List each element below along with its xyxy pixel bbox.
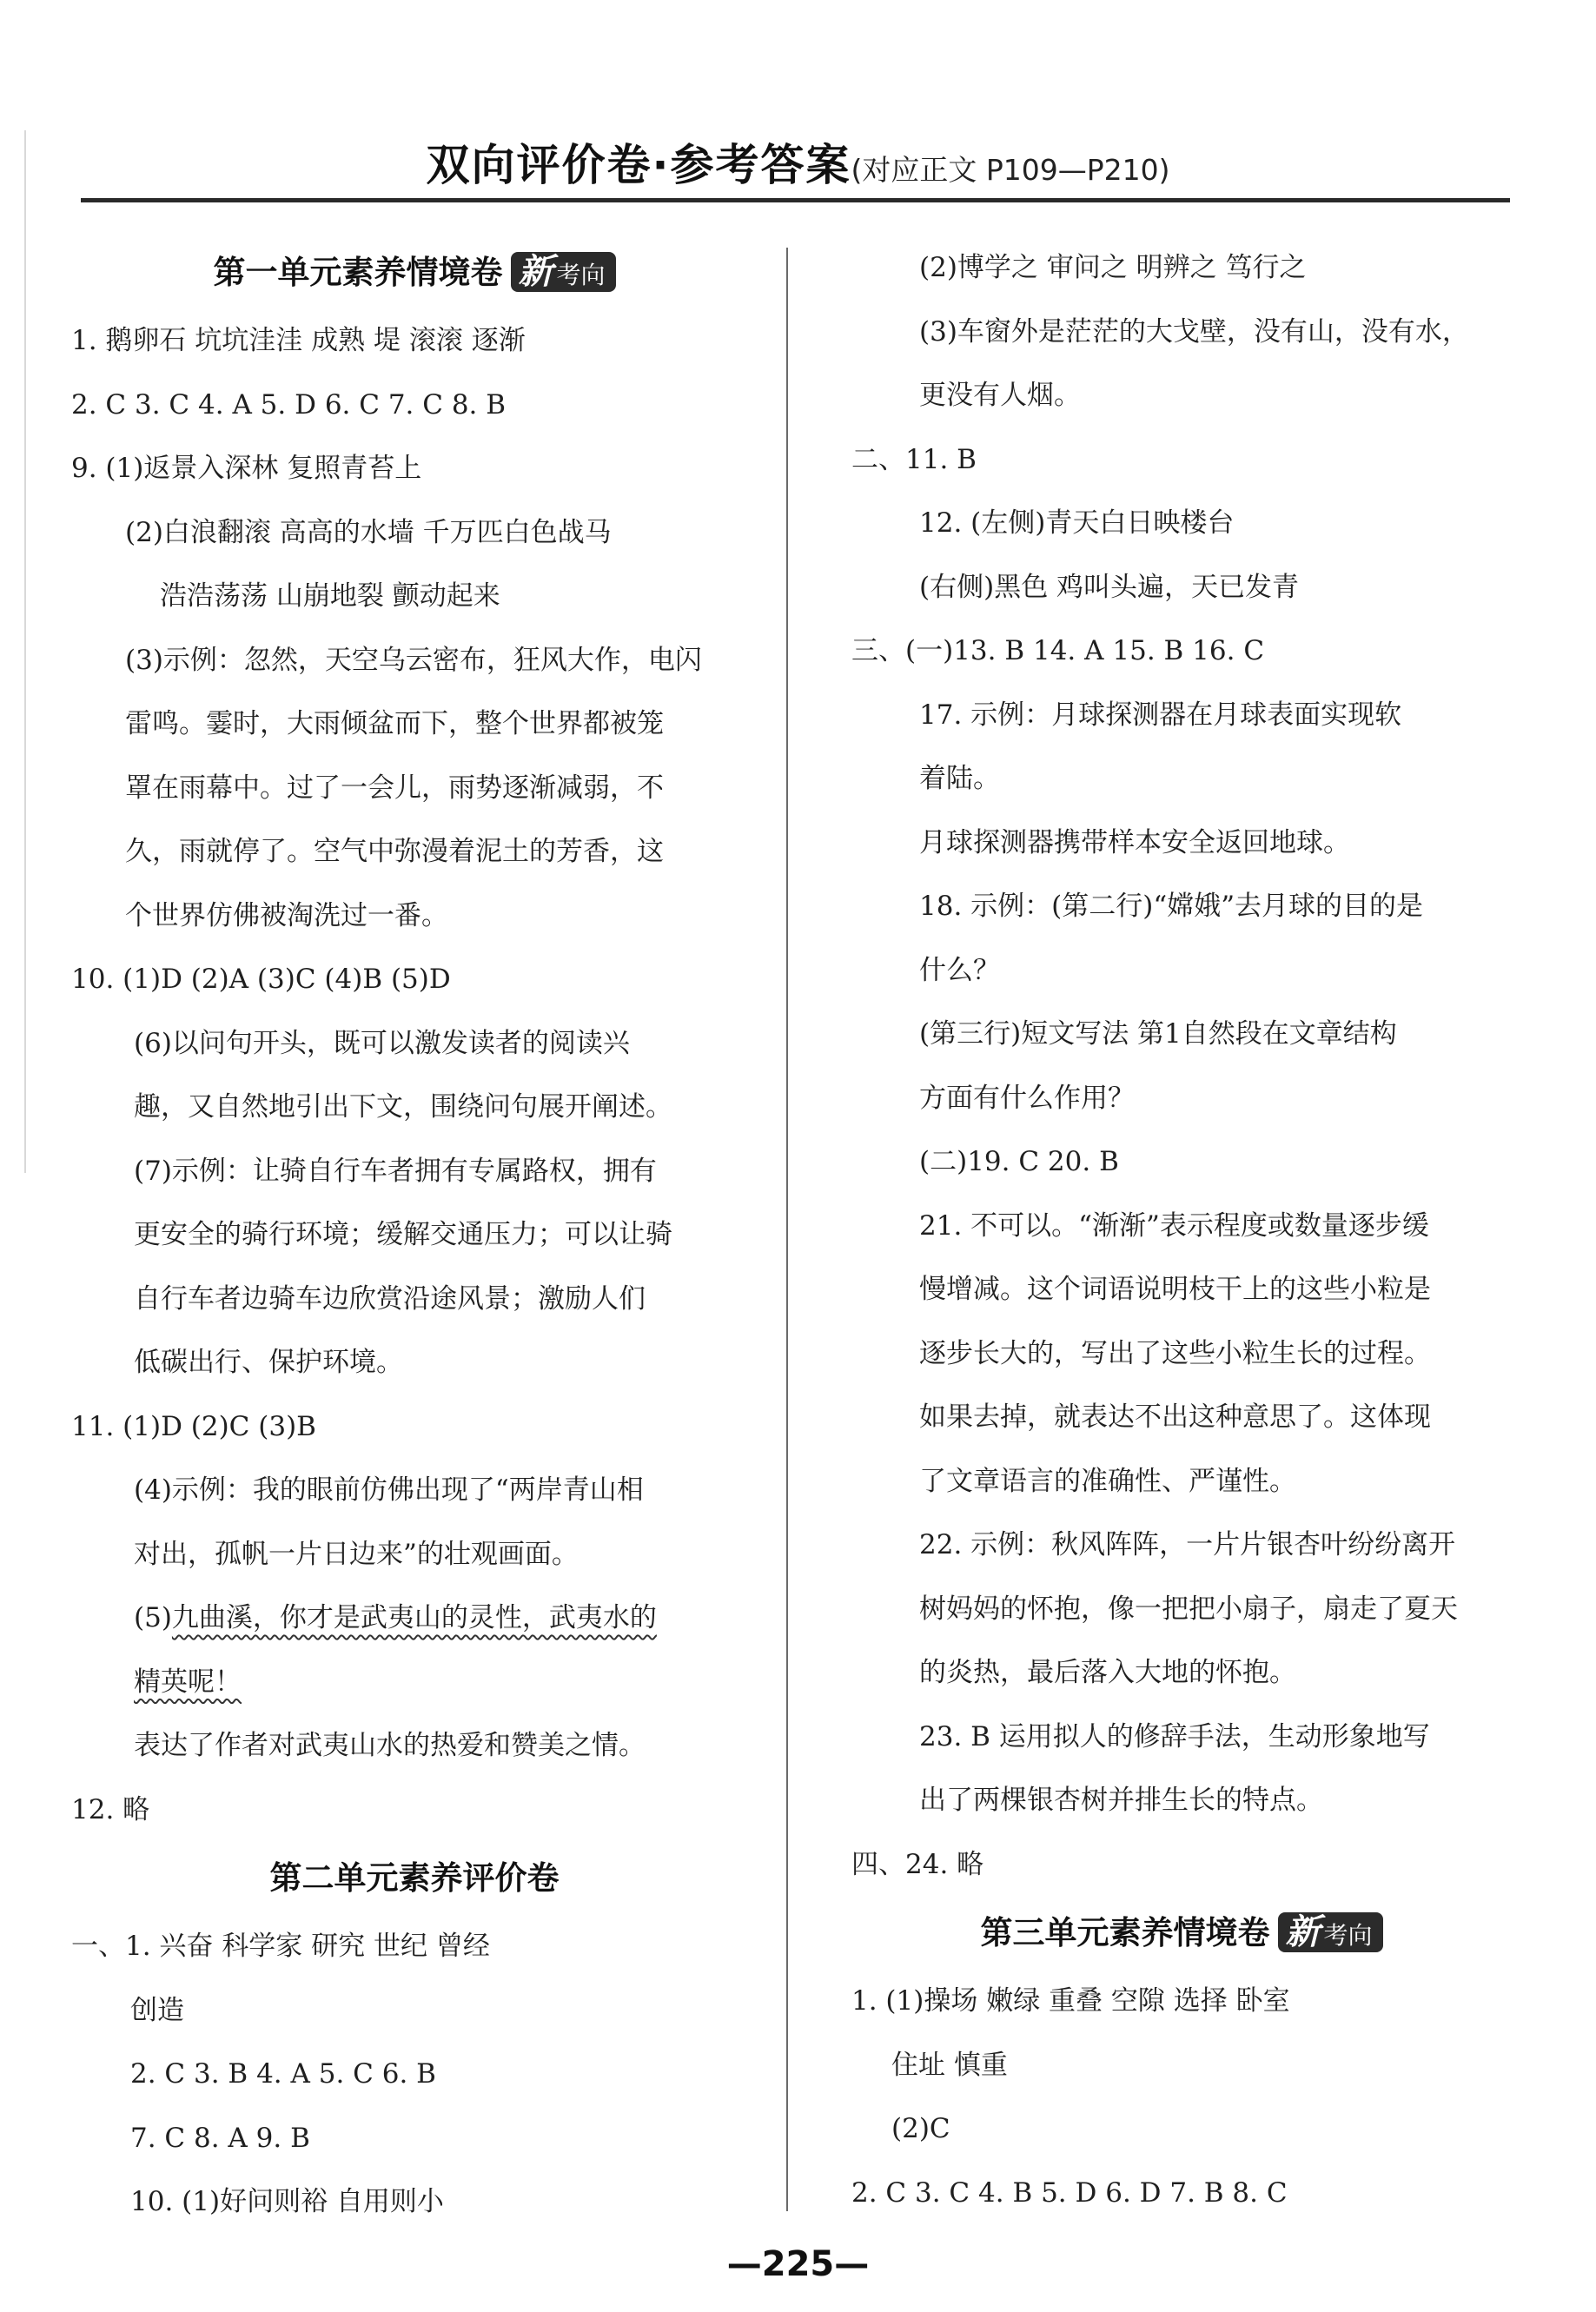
answer-line: (2)C — [891, 2113, 950, 2144]
new-trend-badge: 新 考向 — [511, 252, 615, 292]
answer-line: 个世界仿佛被淘洗过一番。 — [125, 899, 448, 931]
answer-line: 树妈妈的怀抱，像一把把小扇子，扇走了夏天 — [919, 1593, 1458, 1625]
section-title-unit2: 第二单元素养评价卷 — [269, 1859, 560, 1897]
answer-line: 对出，孤帆一片日边来”的壮观画面。 — [134, 1538, 579, 1570]
right-column — [851, 236, 1512, 2225]
answer-line: 12. (左侧)青天白日映楼台 — [919, 507, 1235, 539]
answer-line: (6)以问句开头，既可以激发读者的阅读兴 — [134, 1027, 630, 1059]
page-number: —225— — [726, 2244, 870, 2284]
answer-line — [71, 1651, 758, 1715]
answer-line: 22. 示例：秋风阵阵，一片片银杏叶纷纷离开 — [919, 1529, 1456, 1560]
answer-line: 什么？ — [919, 954, 1000, 986]
wavy-underlined-text: 精英呢！ — [134, 1666, 242, 1698]
answer-line: 更安全的骑行环境；缓解交通压力；可以让骑 — [134, 1219, 672, 1250]
answer-line: 低碳出行、保护环境。 — [134, 1347, 403, 1378]
answer-line: (二)19. C 20. B — [919, 1146, 1119, 1177]
answer-line: 出了两棵银杏树并排生长的特点。 — [919, 1785, 1323, 1816]
answer-line: 1. 鹅卵石 坑坑洼洼 成熟 堤 滚滚 逐渐 — [71, 325, 526, 356]
answer-line: 创造 — [130, 1994, 184, 2026]
answer-line: (2)博学之 审问之 明辨之 笃行之 — [919, 252, 1307, 283]
answer-line: 月球探测器携带样本安全返回地球。 — [919, 826, 1350, 858]
answer-line: 17. 示例：月球探测器在月球表面实现软 — [919, 699, 1402, 731]
answer-line: (5)九曲溪，你才是武夷山的灵性，武夷水的 — [134, 1602, 657, 1633]
left-column — [71, 236, 758, 2235]
answer-line: 雷鸣。霎时，大雨倾盆而下，整个世界都被笼 — [125, 708, 664, 739]
wavy-underlined-text: 九曲溪，你才是武夷山的灵性，武夷水的 — [171, 1602, 657, 1633]
new-trend-badge: 新 考向 — [1278, 1912, 1382, 1952]
answer-line: 自行车者边骑车边欣赏沿途风景；激励人们 — [134, 1282, 646, 1315]
answer-line: 23. B 运用拟人的修辞手法，生动形象地写 — [919, 1720, 1430, 1752]
answer-line: 1. (1)操场 嫩绿 重叠 空隙 选择 卧室 — [851, 1985, 1290, 2017]
answer-line: 2. C 3. C 4. A 5. D 6. C 7. C 8. B — [71, 388, 507, 421]
answer-line: 12. 略 — [71, 1793, 150, 1825]
answer-line: 10. (1)好问则裕 自用则小 — [130, 2186, 444, 2217]
answer-line: 18. 示例：(第二行)“嫦娥”去月球的目的是 — [919, 891, 1424, 922]
answer-line: 三、(一)13. B 14. A 15. B 16. C — [851, 635, 1265, 666]
answer-line: 方面有什么作用？ — [919, 1082, 1135, 1114]
answer-line: 如果去掉，就表达不出这种意思了。这体现 — [919, 1401, 1431, 1433]
answer-line: 11. (1)D (2)C (3)B — [71, 1410, 316, 1442]
answer-line: 着陆。 — [919, 763, 1000, 794]
answer-line: 罩在雨幕中。过了一会儿，雨势逐渐减弱，不 — [125, 772, 664, 804]
answer-line: 逐步长大的，写出了这些小粒生长的过程。 — [919, 1337, 1431, 1369]
answer-line: 10. (1)D (2)A (3)C (4)B (5)D — [71, 964, 451, 995]
answer-line: 2. C 3. C 4. B 5. D 6. D 7. B 8. C — [851, 2176, 1288, 2209]
answer-line: (3)示例：忽然，天空乌云密布，狂风大作，电闪 — [125, 644, 702, 676]
answer-line: 四、24. 略 — [851, 1848, 984, 1880]
answer-line: 久，雨就停了。空气中弥漫着泥土的芳香，这 — [125, 836, 664, 867]
answer-line: 的炎热，最后落入大地的怀抱。 — [919, 1657, 1296, 1688]
answer-line: 更没有人烟。 — [919, 380, 1081, 411]
answer-line: 慢增减。这个词语说明枝干上的这些小粒是 — [919, 1274, 1431, 1305]
title-subtitle: (对应正文 P109—P210) — [851, 153, 1170, 187]
answer-line: 21. 不可以。“渐渐”表示程度或数量逐步缓 — [919, 1209, 1429, 1242]
page-title — [0, 130, 1596, 193]
section-title-unit1: 第一单元素养情境卷 新 考向 — [71, 236, 758, 309]
title-main: 双向评价卷·参考答案 — [426, 140, 851, 190]
section-title-unit3: 第三单元素养情境卷 新 考向 — [851, 1897, 1512, 1970]
column-divider — [786, 248, 788, 2211]
answer-line: (3)车窗外是茫茫的大戈壁，没有山，没有水， — [919, 315, 1469, 348]
answer-line: 住址 慎重 — [891, 2049, 1008, 2081]
answer-line: (2)白浪翻滚 高高的水墙 千万匹白色战马 — [125, 516, 612, 548]
answer-line: 7. C 8. A 9. B — [130, 2122, 310, 2154]
answer-line: (右侧)黑色 鸡叫头遍，天已发青 — [919, 571, 1300, 603]
answer-line: 浩浩荡荡 山崩地裂 颤动起来 — [160, 580, 500, 612]
answer-line: 了文章语言的准确性、严谨性。 — [919, 1465, 1296, 1497]
answer-line: 二、11. B — [851, 443, 977, 475]
answer-line: 趣，又自然地引出下文，围绕问句展开阐述。 — [134, 1091, 672, 1123]
title-rule — [81, 198, 1510, 202]
answer-line: 表达了作者对武夷山水的热爱和赞美之情。 — [134, 1730, 646, 1761]
answer-line: (4)示例：我的眼前仿佛出现了“两岸青山相 — [134, 1474, 644, 1506]
answer-line: (7)示例：让骑自行车者拥有专属路权，拥有 — [134, 1155, 657, 1187]
answer-line: 9. (1)返景入深林 复照青苔上 — [71, 453, 422, 484]
answer-line: 2. C 3. B 4. A 5. C 6. B — [130, 2058, 436, 2090]
scan-edge-shadow — [24, 130, 26, 1173]
answer-line: (第三行)短文写法 第1自然段在文章结构 — [919, 1018, 1397, 1050]
answer-line: 一、1. 兴奋 科学家 研究 世纪 曾经 — [71, 1931, 490, 1962]
